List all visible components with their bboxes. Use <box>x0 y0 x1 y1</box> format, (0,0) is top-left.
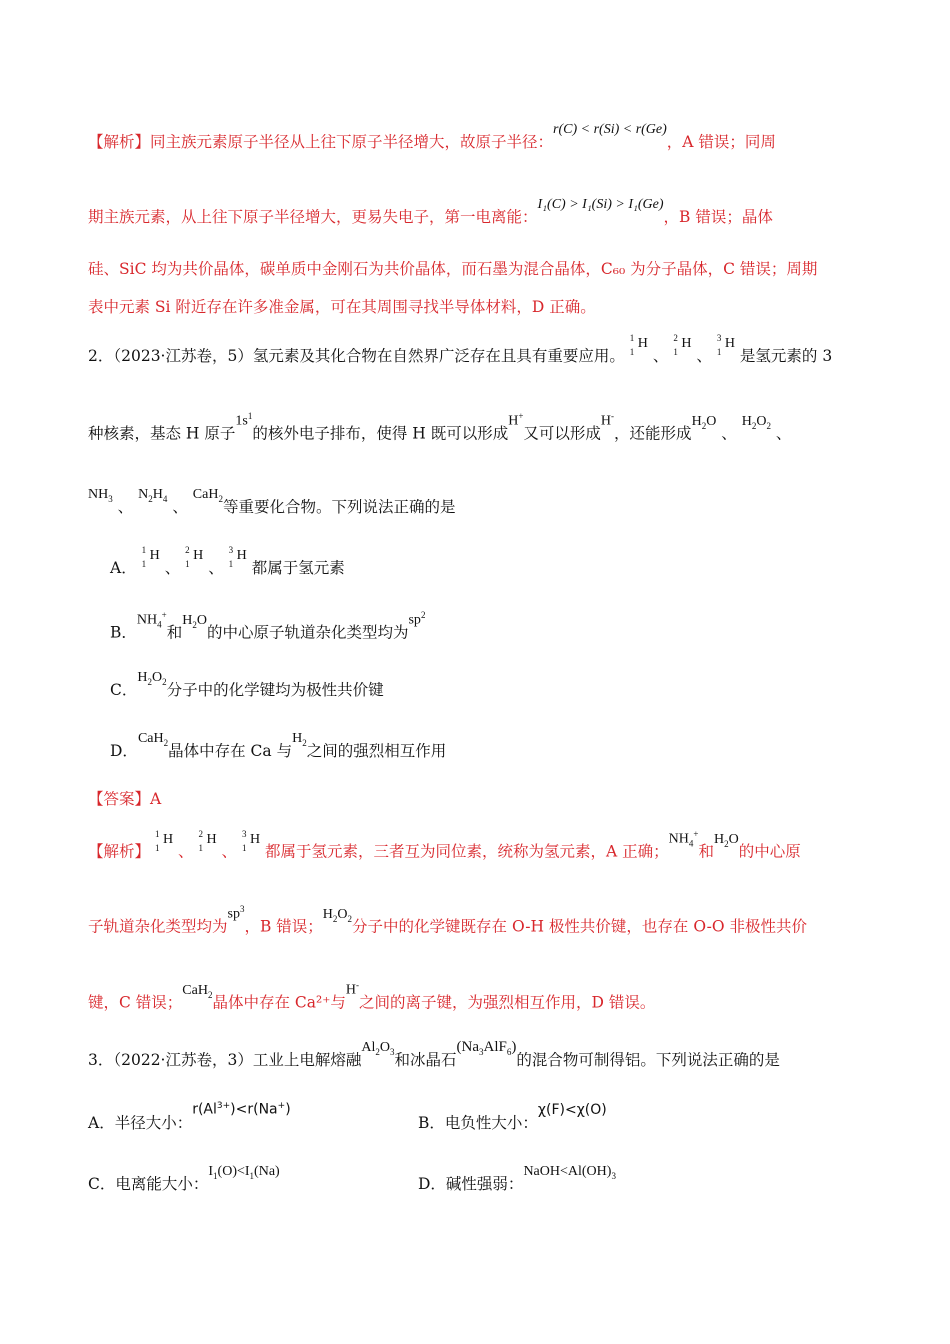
h-plus: H+ <box>508 411 524 429</box>
exp-cah2: CaH$_2$ <box>182 982 213 1000</box>
question-2-option-a: A． 1 1 H 、 2 1 H 、 3 1 H 都属于氢元素 <box>110 545 345 577</box>
exp-h2o: $H_2O$ <box>714 831 739 849</box>
exp-sp3: $sp^3$ <box>227 904 245 922</box>
nh3-formula: $NH_3$ <box>88 487 113 504</box>
question-3-option-d: D．碱性强弱：$NaOH<Al(OH)_3$ <box>418 1164 616 1193</box>
opt-c-h2o2: $H_2O_2$ <box>137 670 167 687</box>
exp-h-minus: H- <box>345 980 360 998</box>
explanation-1-line-2: 期主族元素，从上往下原子半径增大，更易失电子，第一电离能：I₁(C) > I₁(Si) > I₁(Ge)，B 错误；晶体 <box>88 197 773 226</box>
question-2-option-c: C．$H_2O_2$分子中的化学键均为极性共价键 <box>110 670 384 699</box>
question-3-option-c: C．电离能大小：$I_1(O)<I_1(Na)$ <box>88 1164 280 1193</box>
question-3-stem: 3．（2022·江苏卷，3）工业上电解熔融$Al_2O_3$和冰晶石$(Na_3AlF_6)$的混合物可制得铝。下列说法正确的是 <box>88 1039 780 1069</box>
nh4-plus: $NH_4^+$ <box>136 610 167 630</box>
opt-d-basicity: $NaOH<Al(OH)_3$ <box>523 1164 616 1181</box>
h1-nuclide: 1 1 H <box>629 333 648 357</box>
opt-a-h3: 3 1 H <box>228 545 247 569</box>
question-3-option-a: A．半径大小：$r(Al^{3+})<r(Na^+)$ <box>88 1101 291 1132</box>
question-2-line-3: $NH_3$ 、 $N_2H_4$ 、 CaH$_2$等重要化合物。下列说法正确的是 <box>88 487 456 516</box>
opt-a-radius-formula: $r(Al^{3+})<r(Na^+)$ <box>192 1101 291 1118</box>
question-3-option-b: B．电负性大小：χ(F)<χ(O) <box>418 1102 607 1132</box>
cryolite-formula: $(Na_3AlF_6)$ <box>456 1039 517 1057</box>
opt-a-h1: 1 1 H <box>141 545 160 569</box>
question-2-option-d: D．CaH$_2$晶体中存在 Ca 与$H_2$之间的强烈相互作用 <box>110 731 447 760</box>
opt-b-h2o: $H_2O$ <box>182 612 207 630</box>
question-2-option-b: B．$NH_4^+$和$H_2O$的中心原子轨道杂化类型均为$sp^2$ <box>110 619 425 648</box>
1s1-config: $1s^1$ <box>235 411 253 429</box>
n2h4-formula: $N_2H_4$ <box>138 487 168 504</box>
cah2-formula: CaH$_2$ <box>192 487 223 504</box>
question-2-line-2: 种核素，基态 H 原子$1s^1$的核外电子排布，使得 H 既可以形成H+又可以形成H-，还能形成$H_2O$ 、 $H_2O_2$ 、 <box>88 420 791 449</box>
exp-h3: 3 1 H <box>241 828 261 853</box>
opt-d-cah2: CaH$_2$ <box>137 731 169 748</box>
h2o-formula: $H_2O$ <box>691 413 717 431</box>
opt-d-h2: $H_2$ <box>292 731 307 748</box>
sp2-label: $sp^2$ <box>408 610 426 628</box>
h2o2-formula: $H_2O_2$ <box>741 413 771 431</box>
explanation-1-line-3: 硅、SiC 均为共价晶体，碳单质中金刚石为共价晶体，而石墨为混合晶体，C₆₀ 为分子晶体，C 错误；周期 <box>88 260 818 278</box>
radius-formula: r(C) < r(Si) < r(Ge) <box>553 122 667 137</box>
explanation-2-line-2: 子轨道杂化类型均为$sp^3$，B 错误；$H_2O_2$分子中的化学键既存在 O-H 极性共价键，也存在 O-O 非极性共价 <box>88 913 807 942</box>
h3-nuclide: 3 1 H <box>716 333 735 357</box>
ionization-formula: I₁(C) > I₁(Si) > I₁(Ge) <box>537 197 664 212</box>
explanation-1-line-1: 【解析】同主族元素原子半径从上往下原子半径增大，故原子半径：r(C) < r(Si) < r(Ge)，A 错误；同周 <box>88 122 776 151</box>
explanation-1-line-4: 表中元素 Si 附近存在许多准金属，可在其周围寻找半导体材料，D 正确。 <box>88 298 596 316</box>
exp-nh4-plus: $NH_4^+$ <box>668 829 699 849</box>
explanation-2-line-1: 【解析】 1 1 H 、 2 1 H 、 3 1 H 都属于氢元素，三者互为同位素，统称为氢元素，A 正确；$NH_4^+$和$H_2O$的中心原 <box>88 838 801 867</box>
al2o3-formula: $Al_2O_3$ <box>361 1040 395 1057</box>
h2-nuclide: 2 1 H <box>673 333 692 357</box>
question-2-line-1: 2．（2023·江苏卷，5）氢元素及其化合物在自然界广泛存在且具有重要应用。 1 1 H 、 2 1 H 、 3 1 H 是氢元素的 3 <box>88 333 833 365</box>
opt-b-electroneg: χ(F)<χ(O) <box>537 1102 607 1118</box>
answer-2: 【答案】A <box>88 790 162 808</box>
exp-h1: 1 1 H <box>154 828 174 853</box>
opt-c-ionization: $I_1(O)<I_1(Na)$ <box>208 1164 280 1181</box>
explanation-2-line-3: 键，C 错误；CaH$_2$晶体中存在 Ca²⁺与H-之间的离子键，为强烈相互作用，D 错误。 <box>88 989 655 1018</box>
h-minus: H- <box>600 411 615 429</box>
exp-h2o2: $H_2O_2$ <box>322 906 353 924</box>
exp-h2: 2 1 H <box>198 828 217 853</box>
opt-a-h2: 2 1 H <box>185 545 204 569</box>
